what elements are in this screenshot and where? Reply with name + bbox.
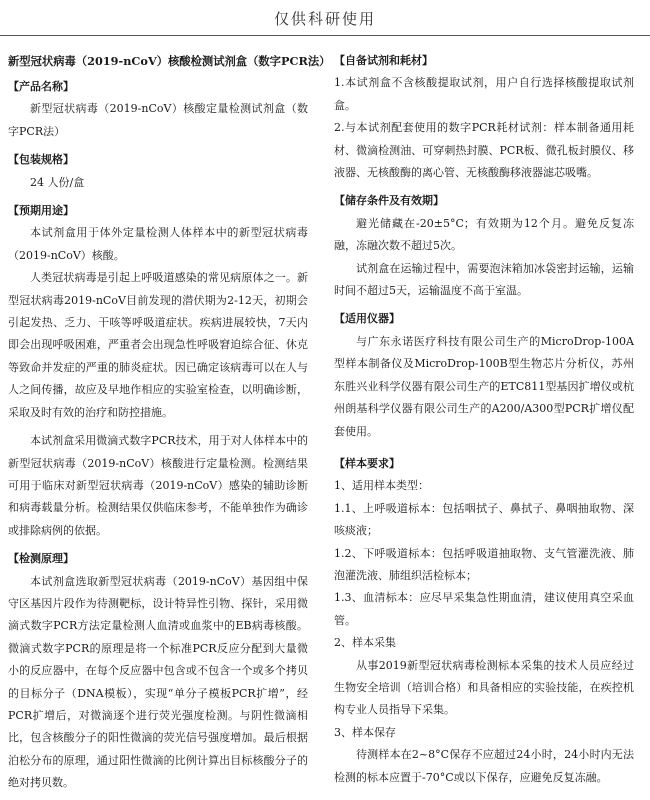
section-heading-intended-use: 【预期用途】: [8, 204, 74, 218]
sample-collection-text: 从事2019新型冠状病毒检测标本采集的技术人员应经过生物安全培训（培训合格）和具备相应的实验技能，在疾控机构专业人员指导下采集。: [334, 658, 634, 717]
section-heading-instruments: 【适用仪器】: [334, 312, 400, 326]
section-heading-storage: 【储存条件及有效期】: [334, 194, 444, 208]
instruments-paragraph: 与广东永诺医疗科技有限公司生产的MicroDrop-100A型样本制备仪及MicroDrop-100B型生物芯片分析仪，苏州东胜兴业科学仪器有限公司生产的ETC811型基因扩增仪或杭州朗基科学仪器有限公司生产的A200/A300型PCR扩增仪配套使用。: [334, 334, 634, 438]
document-title: 新型冠状病毒（2019-nCoV）核酸检测试剂盒（数字PCR法）: [8, 54, 331, 68]
left-column: [8, 50, 331, 795]
supplies-item-2: 2.与本试剂配套使用的数字PCR耗材试剂：样本制备通用耗材、微滴检测油、可穿刺热封膜、PCR板、微孔板封膜仪、移液器、无核酸酶的离心管、无核酸酶移液器滤芯吸嘴。: [334, 121, 634, 180]
sample-collection-heading: 2、样本采集: [334, 636, 396, 650]
intended-use-paragraph-3: 本试剂盒采用微滴式数字PCR技术，用于对人体样本中的新型冠状病毒（2019-nCoV）核酸进行定量检测。检测结果可用于临床对新型冠状病毒（2019-nCoV）感染的辅助诊断和病毒载量分析。检测结果仅供临床参考，不能单独作为确诊或排除病例的依据。: [8, 434, 308, 537]
storage-paragraph-2: 试剂盒在运输过程中，需要泡沫箱加冰袋密封运输，运输时间不超过5天，运输温度不高于室温。: [334, 261, 634, 298]
sample-type-upper-respiratory: 1.1、上呼吸道标本：包括咽拭子、鼻拭子、鼻咽抽取物、深咳痰液；: [334, 501, 634, 538]
page-header: [0, 0, 650, 36]
sample-storage-heading: 3、样本保存: [334, 725, 396, 739]
principle-paragraph: 本试剂盒选取新型冠状病毒（2019-nCoV）基因组中保守区基因片段作为待测靶标，设计特异性引物、探针，采用微滴式数字PCR方法定量检测人血清或血浆中的EB病毒核酸。微滴式数字PCR的原理是将一个标准PCR反应分配到大量微小的反应器中，在每个反应器中包含或不包含一个或多个拷贝的目标分子（DNA模板），实现“单分子模板PCR扩增”，经PCR扩增后，对微滴逐个进行荧光强度检测。与阴性微滴相比，包含核酸分子的阳性微滴的荧光信号强度增加。最后根据泊松分布的原理，通过阳性微滴的比例计算出目标核酸分子的绝对拷贝数。: [8, 574, 308, 790]
sample-type-heading: 1、适用样本类型：: [334, 479, 429, 493]
supplies-item-1: 1.本试剂盒不含核酸提取试剂，用户自行选择核酸提取试剂盒。: [334, 76, 634, 112]
section-heading-package: 【包装规格】: [8, 153, 74, 167]
section-heading-product-name: 【产品名称】: [8, 80, 74, 93]
intended-use-paragraph-1: 本试剂盒用于体外定量检测人体样本中的新型冠状病毒（2019-nCoV）核酸。: [8, 226, 308, 262]
package-text: 24 人份/盒: [30, 175, 85, 189]
sample-type-lower-respiratory: 1.2、下呼吸道标本：包括呼吸道抽取物、支气管灌洗液、肺泡灌洗液、肺组织活检标本；: [334, 546, 634, 582]
sample-storage-text: 待测样本在2~8°C保存不应超过24小时，24小时内无法检测的标本应置于-70°C或以下保存，应避免反复冻融。: [334, 748, 634, 784]
section-heading-supplies: 【自备试剂和耗材】: [334, 54, 433, 67]
section-heading-sample: 【样本要求】: [334, 456, 400, 470]
header-text: 仅供科研使用: [273, 10, 376, 28]
intended-use-paragraph-2: 人类冠状病毒是引起上呼吸道感染的常见病原体之一。新型冠状病毒2019-nCoV目前发现的潜伏期为2-12天，初期会引起发热、乏力、干咳等呼吸道症状。疾病进展较快，7天内即会出现呼吸困难，严重者会出现急性呼吸窘迫综合征、休克等致命并发症的严重的肺炎症状。因已确定该病毒可以在人与人之间传播，故应及早地作相应的实验室检查，以明确诊断，采取及时有效的治疗和防控措施。: [8, 271, 308, 419]
sample-type-serum: 1.3、血清标本：应尽早采集急性期血清，建议使用真空采血管。: [334, 591, 634, 627]
section-heading-principle: 【检测原理】: [8, 552, 74, 566]
product-name-text: 新型冠状病毒（2019-nCoV）核酸定量检测试剂盒（数字PCR法）: [8, 102, 308, 138]
storage-paragraph-1: 避光储藏在-20±5°C；有效期为12个月。避免反复冻融，冻融次数不超过5次。: [334, 216, 634, 253]
right-column: [334, 50, 634, 789]
